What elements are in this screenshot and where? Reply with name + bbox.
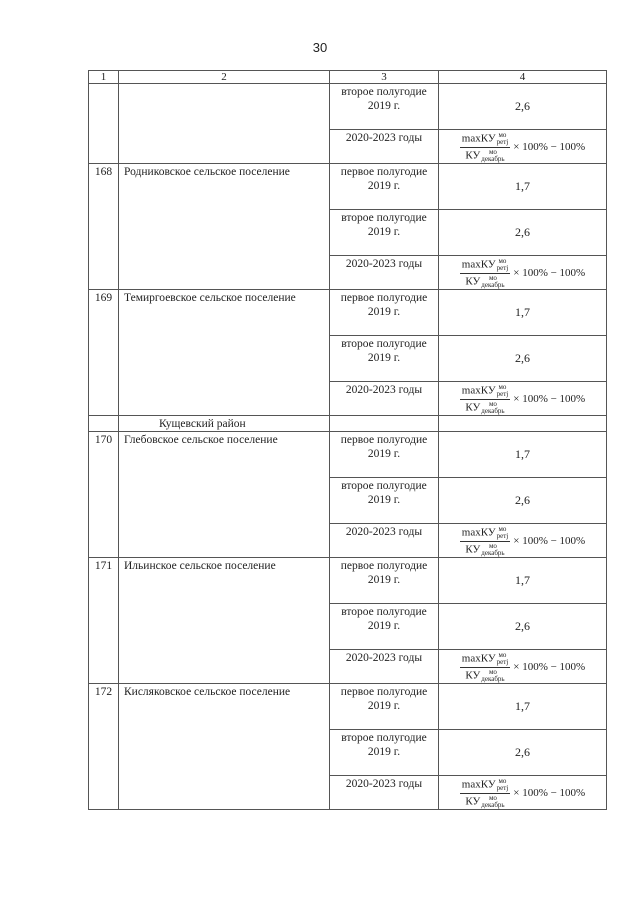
formula-tail: × 100% − 100% <box>513 787 586 800</box>
value-cell: 1,7 <box>439 558 607 604</box>
value-cell: 2,6 <box>439 604 607 650</box>
page-number: 30 <box>312 40 328 55</box>
formula <box>460 526 585 557</box>
period-cell: 2020-2023 годы <box>330 776 439 810</box>
formula-numerator: maxКУ мо ретj <box>461 382 509 398</box>
period-cell: второе полугодие 2019 г. <box>330 604 439 650</box>
header-row <box>89 71 607 84</box>
row-number <box>89 84 119 164</box>
empty-cell <box>89 416 119 432</box>
period-cell: первое полугодие 2019 г. <box>330 290 439 336</box>
row-number: 170 <box>89 432 119 558</box>
formula-fraction <box>460 652 510 683</box>
row-number: 168 <box>89 164 119 290</box>
formula <box>460 384 585 415</box>
formula-fraction <box>460 132 510 163</box>
formula-fraction <box>460 384 510 415</box>
settlement-name: Ильинское сельское поселение <box>119 558 330 684</box>
period-cell: первое полугодие 2019 г. <box>330 164 439 210</box>
formula-cell <box>439 650 607 684</box>
formula-fraction <box>460 258 510 289</box>
period-cell: первое полугодие 2019 г. <box>330 432 439 478</box>
formula-cell <box>439 130 607 164</box>
value-cell: 1,7 <box>439 164 607 210</box>
value-cell: 2,6 <box>439 336 607 382</box>
period-cell: второе полугодие 2019 г. <box>330 84 439 130</box>
formula-denominator: КУ мо декабрь <box>465 793 505 809</box>
period-cell: первое полугодие 2019 г. <box>330 558 439 604</box>
formula-denominator: КУ мо декабрь <box>465 399 505 415</box>
formula-tail: × 100% − 100% <box>513 661 586 674</box>
settlement-name <box>119 84 330 164</box>
formula-tail: × 100% − 100% <box>513 141 586 154</box>
value-cell: 2,6 <box>439 210 607 256</box>
period-cell: 2020-2023 годы <box>330 130 439 164</box>
period-cell: 2020-2023 годы <box>330 524 439 558</box>
header-cell: 3 <box>330 71 439 84</box>
header-cell: 4 <box>439 71 607 84</box>
value-cell: 2,6 <box>439 84 607 130</box>
empty-cell <box>439 416 607 432</box>
table-row <box>89 290 607 336</box>
period-cell: 2020-2023 годы <box>330 650 439 684</box>
formula-tail: × 100% − 100% <box>513 267 586 280</box>
settlement-name: Темиргоевское сельское поселение <box>119 290 330 416</box>
formula-numerator: maxКУ мо ретj <box>461 256 509 272</box>
formula-fraction <box>460 778 510 809</box>
formula-fraction <box>460 526 510 557</box>
value-cell: 2,6 <box>439 730 607 776</box>
formula-cell <box>439 256 607 290</box>
formula-denominator: КУ мо декабрь <box>465 147 505 163</box>
empty-cell <box>330 416 439 432</box>
table-row <box>89 432 607 478</box>
table-row <box>89 684 607 730</box>
period-cell: 2020-2023 годы <box>330 256 439 290</box>
header-cell: 1 <box>89 71 119 84</box>
table-row <box>89 558 607 604</box>
value-cell: 2,6 <box>439 478 607 524</box>
row-number: 169 <box>89 290 119 416</box>
settlement-name: Кисляковское сельское поселение <box>119 684 330 810</box>
row-number: 172 <box>89 684 119 810</box>
header-cell: 2 <box>119 71 330 84</box>
value-cell: 1,7 <box>439 684 607 730</box>
formula <box>460 258 585 289</box>
formula <box>460 778 585 809</box>
period-cell: второе полугодие 2019 г. <box>330 210 439 256</box>
formula <box>460 652 585 683</box>
district-row <box>89 416 607 432</box>
period-cell: 2020-2023 годы <box>330 382 439 416</box>
district-name: Кущевский район <box>119 416 330 432</box>
settlement-table <box>88 70 607 810</box>
formula-tail: × 100% − 100% <box>513 393 586 406</box>
formula <box>460 132 585 163</box>
period-cell: второе полугодие 2019 г. <box>330 730 439 776</box>
period-cell: второе полугодие 2019 г. <box>330 336 439 382</box>
table-row <box>89 84 607 130</box>
formula-denominator: КУ мо декабрь <box>465 273 505 289</box>
settlement-name: Родниковское сельское поселение <box>119 164 330 290</box>
table-row <box>89 164 607 210</box>
formula-tail: × 100% − 100% <box>513 535 586 548</box>
formula-numerator: maxКУ мо ретj <box>461 524 509 540</box>
row-number: 171 <box>89 558 119 684</box>
formula-numerator: maxКУ мо ретj <box>461 776 509 792</box>
period-cell: второе полугодие 2019 г. <box>330 478 439 524</box>
formula-denominator: КУ мо декабрь <box>465 667 505 683</box>
settlement-name: Глебовское сельское поселение <box>119 432 330 558</box>
value-cell: 1,7 <box>439 432 607 478</box>
formula-cell <box>439 776 607 810</box>
period-cell: первое полугодие 2019 г. <box>330 684 439 730</box>
formula-numerator: maxКУ мо ретj <box>461 650 509 666</box>
formula-cell <box>439 524 607 558</box>
formula-cell <box>439 382 607 416</box>
value-cell: 1,7 <box>439 290 607 336</box>
formula-numerator: maxКУ мо ретj <box>461 130 509 146</box>
formula-denominator: КУ мо декабрь <box>465 541 505 557</box>
